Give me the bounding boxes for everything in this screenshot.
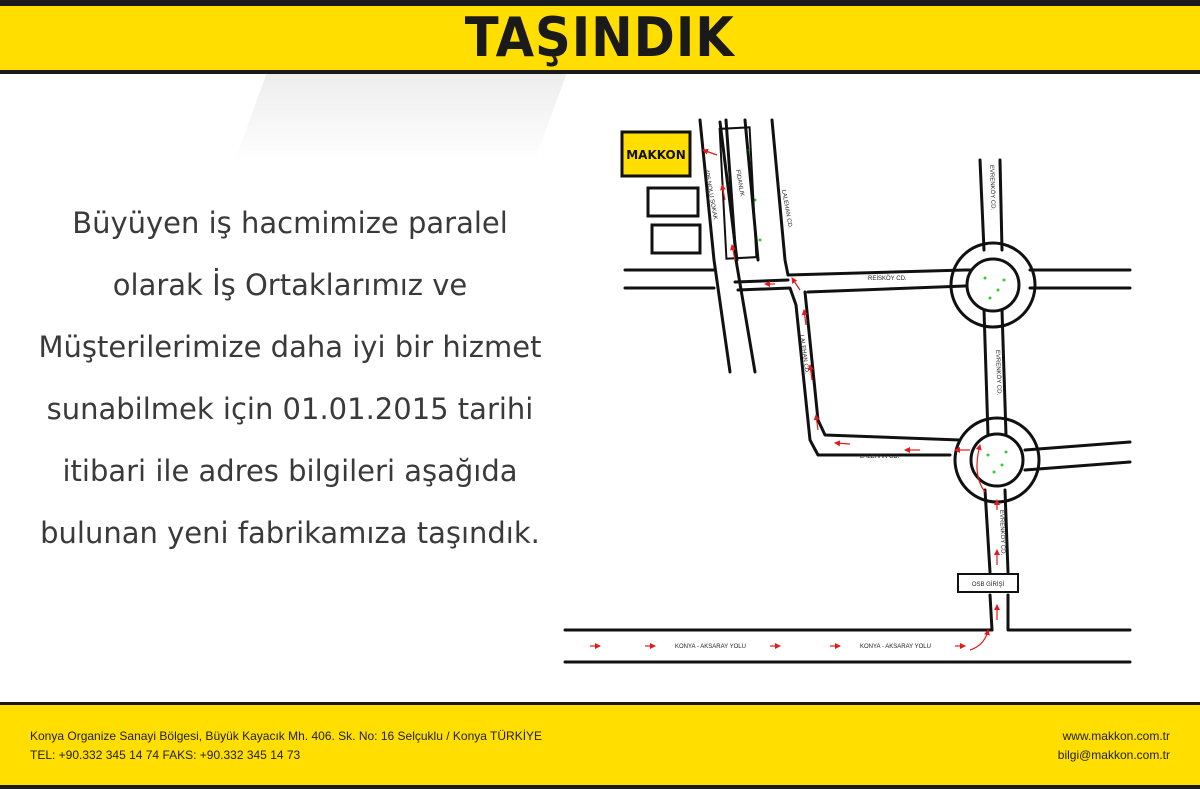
osb-left — [990, 595, 992, 630]
lalehan-west-edge — [738, 288, 950, 455]
footer-website-link[interactable]: www.makkon.com.tr — [1062, 729, 1170, 743]
announcement-line: sunabilmek için 01.01.2015 tarihi — [46, 392, 534, 426]
title-banner — [0, 6, 1200, 74]
announcement-text — [20, 192, 560, 564]
label-fidanlik: FİDANLIK — [734, 169, 745, 197]
announcement-line: Müşterilerimize daha iyi bir hizmet — [38, 330, 542, 364]
building-block-2 — [652, 225, 700, 253]
label-lalehan-top: LALEHAN CD. — [780, 189, 793, 230]
lalehan-inner-edge — [805, 292, 960, 440]
osb-right-and-main — [1008, 595, 1130, 630]
evrenkoy-top-left — [980, 160, 984, 250]
reiskoy-bottom-edge — [808, 286, 965, 292]
evrenkoy-mid-right — [1002, 310, 1006, 435]
footer-web — [1058, 727, 1170, 765]
reiskoy-west-top — [735, 280, 788, 282]
label-lalehan-bottom: LALEHAN CD. — [860, 454, 900, 460]
announcement-line: Büyüyen iş hacmimize paralel — [72, 206, 508, 240]
announcement-line: olarak İş Ortaklarımız ve — [112, 268, 468, 302]
building-block-1 — [648, 188, 698, 216]
location-map — [560, 110, 1140, 680]
reiskoy-top-edge — [788, 270, 972, 275]
announcement-line: bulunan yeni fabrikamıza taşındık. — [40, 516, 540, 550]
footer — [0, 702, 1200, 789]
road-network — [565, 120, 1130, 662]
label-reiskoy: REİSKÖY CD. — [868, 276, 907, 282]
footer-address: Konya Organize Sanayi Bölgesi, Büyük Kayacık Mh. 406. Sk. No: 16 Selçuklu / Konya TÜRKİYE — [30, 729, 543, 743]
label-konya-aksaray-2: KONYA - AKSARAY YOLU — [860, 644, 931, 650]
label-lalehan-mid: LALEHAN CD. — [798, 334, 810, 375]
label-406-sokak: 406 NOLU SOKAK — [703, 169, 718, 221]
east-lower-top — [1025, 442, 1130, 450]
announcement-line: itibari ile adres bilgileri aşağıda — [62, 454, 518, 488]
osb-gate-label: OSB GİRİŞİ — [971, 582, 1005, 588]
footer-phones: TEL: +90.332 345 14 74 FAKS: +90.332 345 14 73 — [30, 748, 301, 762]
label-evrenkoy-bottom: EVRENKÖY CD. — [998, 509, 1006, 556]
makkon-logo: MAKKON — [626, 148, 686, 162]
label-evrenkoy-top: EVRENKÖY CD. — [988, 164, 996, 211]
footer-email-link[interactable]: bilgi@makkon.com.tr — [1057, 748, 1170, 762]
footer-contact — [30, 727, 542, 765]
label-evrenkoy-mid: EVRENKÖY CD. — [994, 349, 1002, 396]
roundabout-north-inner — [967, 259, 1019, 311]
east-lower-bottom — [1025, 462, 1130, 470]
page-title: TAŞINDIK — [465, 6, 735, 69]
decorative-shadow — [234, 74, 567, 164]
evrenkoy-mid-left — [984, 310, 988, 435]
label-konya-aksaray-1: KONYA - AKSARAY YOLU — [675, 644, 746, 650]
evrenkoy-top-right — [1000, 160, 1002, 250]
